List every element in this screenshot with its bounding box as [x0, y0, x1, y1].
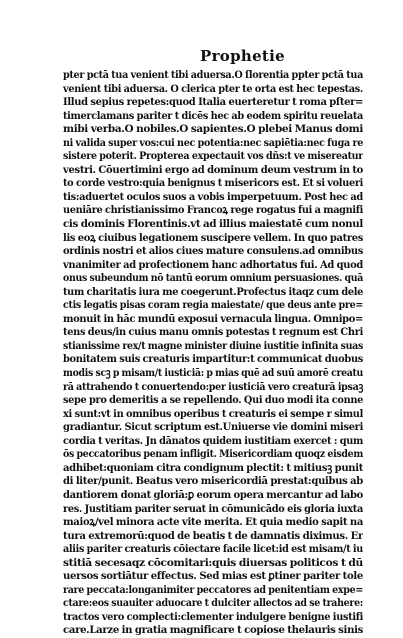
text-line: ni valida super vos:cui nec potentia:nec sapiētia:nec fuga re — [63, 136, 363, 149]
text-line: tura extremorū:quod de beatis t de damnatis diximus. Er — [63, 529, 363, 542]
text-line: ctis legatis pisas coram regia maiestate/ que deus ante pre= — [63, 299, 363, 312]
text-line: modis scꝫ p misam/t iusticiā: p mias quē ad suū amorē creatu — [63, 367, 363, 380]
text-line: ōs peccatoribus penam infligit. Misericordiam quoqz eisdem — [63, 448, 363, 461]
text-line: sepe pro demeritis a se repellendo. Qui duo modi ita conne — [63, 394, 363, 407]
text-line: stitiā secesaqz cōcomitari:quis diuersas politicos t dū — [63, 556, 363, 569]
text-line: di liter/punit. Beatus vero misericordiā prestat:quibus ab — [63, 475, 363, 488]
text-line: tis:aduertet oculos suos a vobis imperpetuum. Post hec ad — [63, 190, 363, 203]
text-line: cordia t veritas. Jn dānatos quidem iustitiam exercet : qum — [63, 434, 363, 447]
text-line: res. Justitiam pariter seruat in cōmunicādo eis gloria iuxta — [63, 502, 363, 515]
text-line: onus subeundum nō tantū eorum omnium persuasiones. quā — [63, 272, 363, 285]
text-line: tractos vero complecti:clementer indulgere benigne iustifi — [63, 610, 363, 623]
text-line: venient tibi aduersa. O clerica pter te orta est hec tepestas. — [63, 82, 363, 95]
text-line: xi sunt:vt in omnibus operibus t creaturis ei sempe r simul — [63, 407, 363, 420]
text-block — [63, 69, 363, 638]
text-line: ctare:eos suauiter aduocare t dulciter allectos ad se trahere: — [63, 597, 363, 610]
text-line: to corde vestro:quia benignus t misericors est. Et si volueri — [63, 177, 363, 190]
text-line: care.Larze in gratia magnificare t copiose thelauris sinis — [63, 624, 363, 637]
text-line: adhibet:quoniam citra condignum plectit: t mitiusꝫ punit — [63, 461, 363, 474]
text-line: ueniāre christianissimo Francoꝝ rege rogatus fui a magnifi — [63, 204, 363, 217]
text-line: aliis pariter creaturis cōiectare facile licet:id est misam/t iu — [63, 543, 363, 556]
text-line: stianissime rex/t magne minister diuine iustitie infinita suas — [63, 339, 363, 352]
text-line: mibi verba.O nobiles.O sapientes.O plebei Manus domi — [63, 123, 363, 136]
text-line: vestri. Cōuertimini ergo ad dominum deum vestrum in to — [63, 163, 363, 176]
text-line: lis eoꝝ ciuibus legationem suscipere vellem. In quo patres — [63, 231, 363, 244]
text-line: Illud sepius repetes:quod Italia euerteretur t roma pſter= — [63, 96, 363, 109]
running-head: Prophetie — [200, 47, 285, 65]
text-line: tum charitatis iura me coegerunt.Profectus itaqz cum dele — [63, 285, 363, 298]
text-line: timerclamans pariter t dicēs hec ab eodem spiritu reuelata — [63, 109, 363, 122]
text-line: rare peccata:longanimiter peccatores ad penitentiam expe= — [63, 583, 363, 596]
text-line: monuit in hāc mundū exposui vernacula lingua. Omnipo= — [63, 312, 363, 325]
text-line: vnanimiter ad profectionem hanc adhortatus fui. Ad quod — [63, 258, 363, 271]
text-line: cis dominis Florentinis.vt ad illius maiestatē cum nonul — [63, 218, 363, 231]
text-line: pter pctā tua venient tibi aduersa.O ſlorentia ppter pctā tua — [63, 69, 363, 81]
text-line: tens deus/in cuius manu omnis potestas t regnum est Chri — [63, 326, 363, 339]
text-line: rā attrahendo t conuertendo:per iusticiā vero creaturā ipsaꝫ — [63, 380, 363, 393]
text-line: sistere poterit. Propterea expectauit vos dñs:t ve misereatur — [63, 150, 363, 163]
text-line: ordinis nostri et alios ciues mature consulens.ad omnibus — [63, 245, 363, 258]
text-line: dantiorem donat gloriā:ꝑ eorum opera mercantur ad labo — [63, 488, 363, 501]
text-line: maioꝝ/vel minora acte vite merita. Et quia medio sapit na — [63, 516, 363, 529]
text-line: uersos sortiātur effectus. Sed mias est ꝑtiner pariter tole — [63, 570, 363, 583]
text-line: gradiantur. Sicut scriptum est.Uniuerse vie domini miseri — [63, 421, 363, 434]
text-line: bonitatem suis creaturis impartitur:t communicat duobus — [63, 353, 363, 366]
